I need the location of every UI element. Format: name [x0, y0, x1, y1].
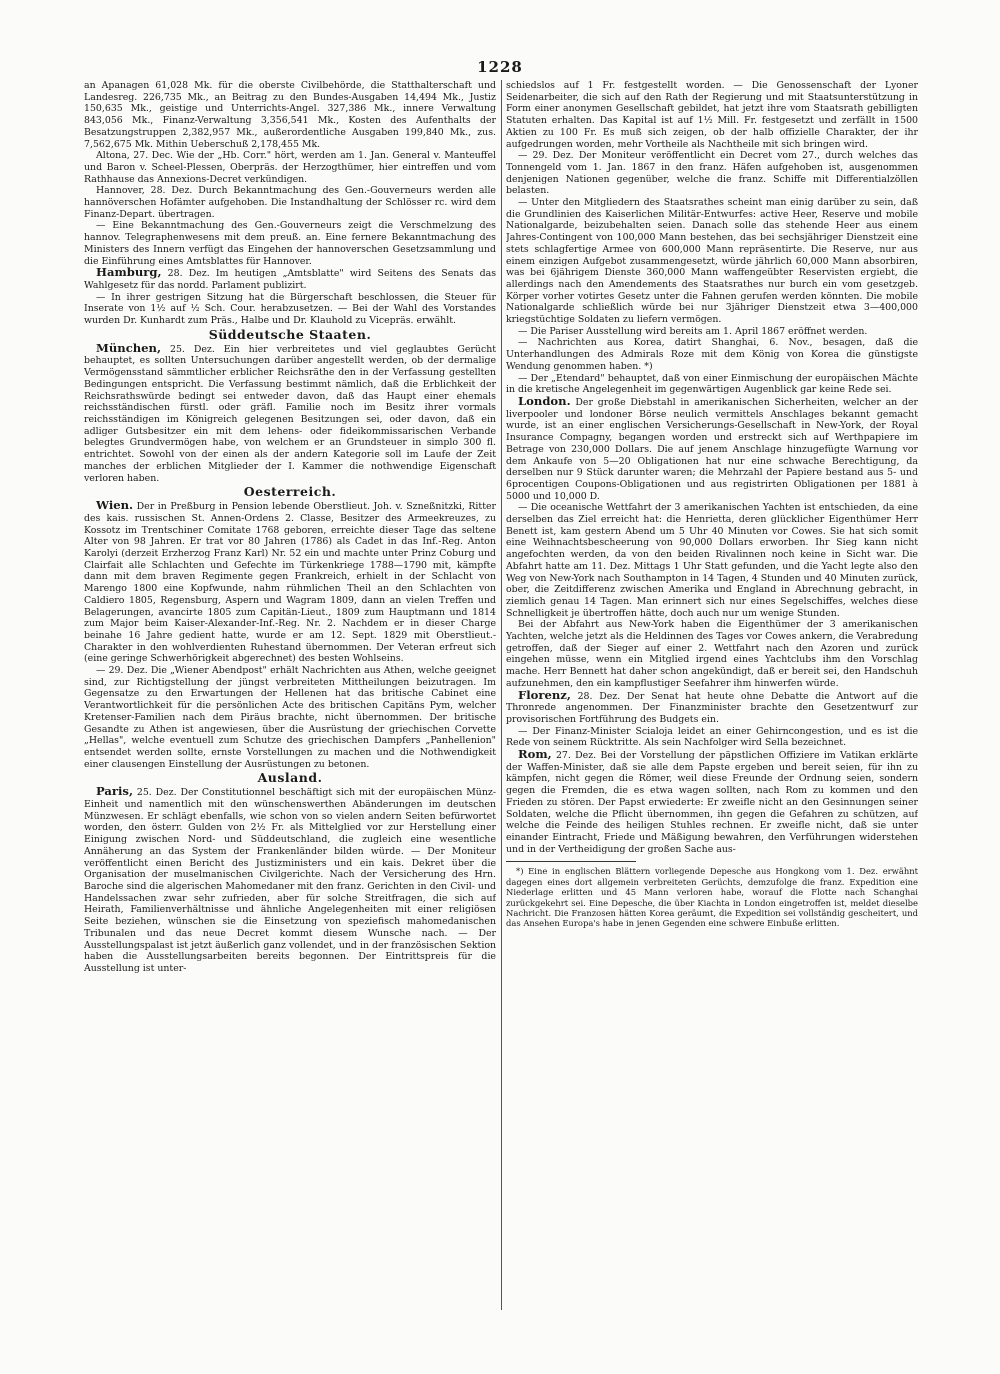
section-heading: Oesterreich. [243, 484, 337, 500]
article-paragraph [506, 393, 918, 502]
article-paragraph [506, 687, 918, 726]
article-text: 28. Dez. Der Senat hat heute ohne Debatte die Antwort auf die Thronrede angenommen. Der Finanzminister brachte den Gesetzentwurf zur provisorischen Fortführung des Budgets ein. [506, 690, 918, 725]
article-paragraph: — 29. Dez. Die „Wiener Abendpost" erhält Nachrichten aus Athen, welche geeignet sind, zur Richtigstellung der jüngst verbreiteten Mittheilungen beizutragen. Im Gegensatze zu den Erwartungen der Hellenen hat das britische Cabinet eine Verantwortlichkeit für die persönlichen Acte des britischen Capitäns Pym, welcher Kretenser-Familien nach dem Piräus brachte, nicht übernommen. Der britische Gesandte zu Athen ist angewiesen, über die Ausrüstung der griechischen Corvette „Hellas", welche eventuell zum Schutze des griechischen Dampfers „Panhellenion" entsendet werden sollte, ernste Vorstellungen zu machen und die Nothwendigkeit einer clausengen Einstellung der Ausrüstungen zu betonen. [84, 665, 496, 770]
article-text: 25. Dez. Ein hier verbreitetes und viel geglaubtes Gerücht behauptet, es sollten Untersuchungen darüber angestellt werden, ob der dermalige Vermögensstand sämmtlicher erblicher Reichsräthe den in der Verfassung gestellten Bedingungen entspricht. Die Verfassung bestimmt nämlich, daß die Erblichkeit der Reichsrathswürde bedingt sei entweder davon, daß das Haupt einer ehemals reichsständischen fürstl. oder gräfl. Familie noch im Besitz ihrer vormals reichsständigen im Königreich gelegenen Besitzungen sei, oder davon, daß ein adliger Gutsbesitzer ein mit dem lehens- oder fideikommissarischen Verbande belegtes Grundvermögen habe, von welchem er an Grundsteuer in simplo 300 fl. entrichtet. Sowohl von der einen als der andern Kategorie soll im Laufe der Zeit manches der erblichen Mitglieder der I. Kammer die nothwendige Eigenschaft verloren haben. [84, 343, 496, 484]
article-paragraph: Altona, 27. Dec. Wie der „Hb. Corr." hört, werden am 1. Jan. General v. Manteuffel und Baron v. Scheel-Plessen, Oberpräs. der Herzogthümer, hier eintreffen und vom Rathhause das Annexions-Decret verkündigen. [84, 150, 496, 185]
article-paragraph: — Nachrichten aus Korea, datirt Shanghai, 6. Nov., besagen, daß die Unterhandlungen des Admirals Roze mit dem König von Korea die günstigste Wendung genommen haben. *) [506, 337, 918, 372]
dateline-place: Hamburg, [96, 265, 162, 280]
section-heading: Süddeutsche Staaten. [208, 326, 372, 342]
section-heading: Ausland. [257, 770, 323, 786]
article-paragraph [84, 500, 496, 665]
article-paragraph [506, 749, 918, 855]
footnote [506, 866, 918, 928]
article-paragraph [84, 340, 496, 484]
article-text: Der große Diebstahl in amerikanischen Sicherheiten, welcher an der liverpooler und londoner Börse neulich vermittels Anschlages bekannt gemacht wurde, ist an einer englischen Versicherungs-Gesellschaft in New-York, der Royal Insurance Compagny, begangen worden und erstreckt sich auf Werthpapiere im Betrage von 230,000 Dollars. Die auf jenem Anschlage hinzugefügte Warnung vor dem Ankaufe von 5—20 Obligationen hat nur eine schwache Berechtigung, da derselben nur 9 Stück darunter waren; die Mehrzahl der Papiere bestand aus 5- und 6procentigen Coupons-Obligationen und aus registrirten Obligationen per 1881 à 5000 und 10,000 D. [506, 396, 918, 502]
article-paragraph: — Der Finanz-Minister Scialoja leidet an einer Gehirncongestion, und es ist die Rede von seinem Rücktritte. Als sein Nachfolger wird Sella bezeichnet. [506, 725, 918, 749]
dateline-place: Florenz, [518, 687, 571, 702]
article-paragraph: an Apanagen 61,028 Mk. für die oberste Civilbehörde, die Statthalterschaft und Landesreg. 226,735 Mk., an Beitrag zu den Bundes-Ausgaben 14,494 Mk., Justiz 150,635 Mk., geistige und Unterrichts-Angel. 327,386 Mk., innere Verwaltung 843,056 Mk., Finanz-Verwaltung 3,356,541 Mk., Kosten des Aufenthalts der Besatzungstruppen 2,382,957 Mk., außerordentliche Ausgaben 199,840 Mk., zus. 7,562,675 Mk. Mithin Ueberschuß 2,178,455 Mk. [84, 80, 496, 150]
dateline-place: Rom, [518, 747, 552, 762]
article-paragraph: Bei der Abfahrt aus New-York haben die Eigenthümer der 3 amerikanischen Yachten, welche jetzt als die Heldinnen des Tages vor Cowes ankern, die Verabredung getroffen, daß der Sieger auf einer 2. Wettfahrt nach den Azoren und zurück eingehen müsse, wenn ein Mitglied irgend eines Yachtclubs ihm den Vorschlag mache. Herr Bennett hat daher schon angekündigt, daß er bereit sei, den Handschuh aufzunehmen, den ein kampflustiger Seefahrer ihm hinwerfen würde. [506, 619, 918, 689]
article-paragraph: — Der „Etendard" behauptet, daß von einer Einmischung der europäischen Mächte in die kretische Angelegenheit im gegenwärtigen Augenblick gar keine Rede sei. [506, 372, 918, 396]
footnote-text: *) Eine in englischen Blättern vorliegende Depesche aus Hongkong vom 1. Dez. erwähnt dagegen eines dort allgemein verbreiteten Gerüchts, demzufolge die franz. Expedition eine Niederlage erlitten und 45 Mann verloren habe, worauf die Flotte nach Schanghai zurückgekehrt sei. Eine Depesche, die über Kiachta in London eingetroffen ist, meldet dieselbe Nachricht. Die Franzosen hätten Korea geräumt, die Expedition sei vollständig gescheitert, und das Ansehen Europa's habe in jenen Gegenden eine schwere Einbuße erlitten. [506, 866, 918, 929]
article-paragraph: — 29. Dez. Der Moniteur veröffentlicht ein Decret vom 27., durch welches das Tonnengeld vom 1. Jan. 1867 in den franz. Häfen aufgehoben ist, ausgenommen denjenigen Nationen gegenüber, welche die franz. Schiffe mit Differentialzöllen belasten. [506, 150, 918, 197]
dateline-place: Paris, [96, 784, 133, 799]
article-text: 28. Dez. Im heutigen „Amtsblatte" wird Seitens des Senats das Wahlgesetz für das nordd. Parlament publizirt. [84, 268, 496, 291]
dateline-place: London. [518, 393, 571, 408]
article-paragraph: — Unter den Mitgliedern des Staatsrathes scheint man einig darüber zu sein, daß die Grundlinien des Kaiserlichen Militär-Entwurfes: active Heer, Reserve und mobile Nationalgarde, beizubehalten seien. Danach solle das stehende Heer aus einem Jahres-Contingent von 100,000 Mann bestehen, das bei sechsjähriger Dienstzeit eine stets schlagfertige Armee von 600,000 Mann repräsentirte. Die Reserve, nur aus einem einzigen Aufgebot zusammengesetzt, würde jährlich 60,000 Mann absorbiren, was bei 6jährigem Dienste 360,000 Mann waffengeübter Reservisten ergiebt, die allerdings nach den Amendements des Staatsrathes nur burch ein vom gesetzgeb. Körper vorher votirtes Gesetz unter die Fahnen gerufen werden könnten. Die mobile Nationalgarde schließlich würde bei nur 3jähriger Dienstzeit etwa 3—400,000 kriegstüchtige Soldaten zu liefern vermögen. [506, 197, 918, 326]
column-divider [501, 80, 502, 1310]
article-paragraph: — Die Pariser Ausstellung wird bereits am 1. April 1867 eröffnet werden. [518, 325, 868, 337]
article-paragraph [84, 267, 496, 291]
article-paragraph: — Die oceanische Wettfahrt der 3 amerikanischen Yachten ist entschieden, da eine derselben das Ziel erreicht hat: die Henrietta, deren glücklicher Eigenthümer Herr Benett ist, kam gestern Abend um 5 Uhr 40 Minuten vor Cowes. Sie hat sich somit eine Weihnachtsbescheerung von 90,000 Dollars erworben. Ihr Sieg kann nicht angefochten werden, da von den beiden Rivalinnen noch keine in Sicht war. Die Abfahrt hatte am 11. Dez. Mittags 1 Uhr Statt gefunden, und die Yacht legte also den Weg von New-York nach Southampton in 14 Tagen, 4 Stunden und 40 Minuten zurück, ober, die Zeitdifferenz zwischen Amerika und England in Abrechnung gebracht, in ziemlich genau 14 Tagen. Man erinnert sich nur eines Segelschiffes, welches diese Schnelligkeit je übertroffen hätte, doch auch nur um wenige Stunden. [506, 502, 918, 619]
article-text: 27. Dez. Bei der Vorstellung der päpstlichen Offiziere im Vatikan erklärte der Waffen-Minister, daß sie alle dem Papste ergeben und bereit seien, für ihn zu kämpfen, nicht gegen die Römer, weil diese Freunde der Ordnung seien, sondern gegen die Fremden, die es etwa wagen sollten, nach Rom zu kommen und den Frieden zu stören. Der Papst erwiederte: Er zweifle nicht an den Gesinnungen seiner Soldaten, welche die Pflicht übernommen, ihn gegen die Gefahren zu schützen, auf welche die Feinde des heiligen Stuhles rechnen. Er zweifle nicht, daß sie unter einander Eintracht, Friede und Mäßigung bewahren, den Verführungen widerstehen und in der Vertheidigung der großen Sache aus- [506, 750, 918, 855]
article-paragraph: Hannover, 28. Dez. Durch Bekanntmachung des Gen.-Gouverneurs werden alle hannöverschen Hofämter aufgehoben. Die Instandhaltung der Schlösser rc. wird dem Finanz-Depart. übertragen. [84, 185, 496, 220]
article-paragraph: schiedslos auf 1 Fr. festgestellt worden. — Die Genossenschaft der Lyoner Seidenarbeiter, die sich auf den Rath der Regierung und mit Staatsunterstützung in Form einer anonymen Gesellschaft gebildet, hat jetzt ihre vom Staatsrath gebilligten Statuten erhalten. Das Kapital ist auf 1½ Mill. Fr. festgesetzt und zerfällt in 1500 Aktien zu 100 Fr. Es muß sich zeigen, ob der halb offizielle Charakter, der ihr aufgedrungen worden, mehr Vortheile als Nachtheile mit sich bringen wird. [506, 80, 918, 150]
page-number: 1228 [477, 58, 523, 76]
article-text: 25. Dez. Der Constitutionnel beschäftigt sich mit der europäischen Münz-Einheit und namentlich mit den wünschenswerthen Abänderungen im deutschen Münzwesen. Er schlägt ebenfalls, wie schon von so vielen andern Seiten befürwortet worden, den österr. Gulden von 2½ Fr. als Mittelglied vor zur Herstellung einer Einigung zwischen Nord- und Süddeutschland, die zugleich eine wesentliche Annäherung an das System der Frankenländer bilden würde. — Der Moniteur veröffentlicht einen Bericht des Justizministers und ein kais. Dekret über die Organisation der muselmanischen Civilgerichte. Nach der Versicherung des Hrn. Baroche sind die algerischen Mahomedaner mit den franz. Gerichten in den Civil- und Handelssachen zwar sehr zufrieden, aber für solche Streitfragen, die sich auf Heirath, Familienverhältnisse und ähnliche Angelegenheiten mit einer religiösen Seite beziehen, wünschen sie die Einsetzung von speziefisch mahomedanischen Tribunalen und das neue Decret kommt diesem Wunsche nach. — Der Ausstellungspalast ist jetzt äußerlich ganz vollendet, und in der französischen Sektion haben die Ausstellungsarbeiten bereits begonnen. Der Eintrittspreis für die Ausstellung ist unter- [84, 787, 496, 974]
right-column [506, 80, 918, 1340]
dateline-place: Wien. [96, 498, 134, 513]
dateline-place: München, [96, 340, 162, 355]
article-text: Der in Preßburg in Pension lebende Oberstlieut. Joh. v. Szneßnitzki, Ritter des kais. russischen St. Annen-Ordens 2. Classe, Besitzer des Armeekreuzes, zu Kossotz im Trentschiner Comitate 1768 geboren, erreichte dieser Tage das seltene Alter von 98 Jahren. Er trat vor 80 Jahren (1786) als Cadet in das Inf.-Reg. Anton Karolyi (derzeit Erzherzog Franz Karl) Nr. 52 ein und machte unter Prinz Coburg und Clairfait alle Schlachten und Gefechte im Türkenkriege 1788—1790 mit, kämpfte dann mit dem braven Regimente gegen Frankreich, erhielt in der Schlacht von Marengo 1800 eine Kopfwunde, nahm rühmlichen Theil an den Schlachten von Caldiero 1805, Regensburg, Aspern und Wagram 1809, dann an vielen Treffen und Belagerungen, avancirte 1805 zum Capitän-Lieut., 1809 zum Hauptmann und 1814 zum Major beim Kaiser-Alexander-Inf.-Reg. Nr. 2. Nachdem er in dieser Charge beinahe 16 Jahre gedient hatte, wurde er am 12. Sept. 1829 mit Oberstlieut.-Charakter in den wohlverdienten Ruhestand übernommen. Der Veteran erfreut sich (eine geringe Schwerhörigkeit abgerechnet) des besten Wohlseins. [84, 501, 496, 665]
article-paragraph: — In ihrer gestrigen Sitzung hat die Bürgerschaft beschlossen, die Steuer für Inserate von 1½ auf ½ Sch. Cour. herabzusetzen. — Bei der Wahl des Vorstandes wurden Dr. Kunhardt zum Präs., Halbe und Dr. Klauhold zu Vicepräs. erwählt. [84, 291, 496, 327]
footnote-divider [506, 861, 636, 862]
article-paragraph [84, 786, 496, 974]
article-paragraph: — Eine Bekanntmachung des Gen.-Gouverneurs zeigt die Verschmelzung des hannov. Telegraphenwesens mit dem preuß. an. Eine fernere Bekanntmachung des Ministers des Innern verfügt das Eingehen der hannoverschen Gesetzsammlung und die Einführung eines Amtsblattes für Hannover. [84, 220, 496, 267]
left-column [84, 80, 496, 1320]
